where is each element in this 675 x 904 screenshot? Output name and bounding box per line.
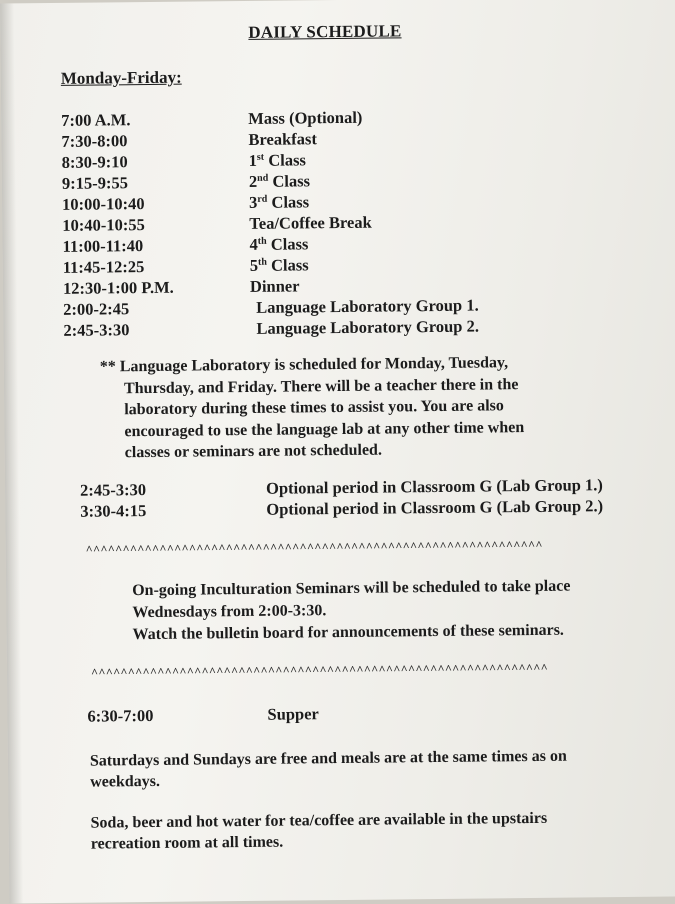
schedule-activity xyxy=(250,255,309,276)
schedule-time: 10:40-10:55 xyxy=(62,215,145,236)
optional-activity: Optional period in Classroom G (Lab Group 2.) xyxy=(266,496,603,520)
document-title: DAILY SCHEDULE xyxy=(248,21,401,43)
supper-time: 6:30-7:00 xyxy=(87,706,153,727)
optional-activity: Optional period in Classroom G (Lab Group 1.) xyxy=(266,475,603,499)
lab-note-line: ** Language Laboratory is scheduled for Monday, Tuesday, xyxy=(100,351,600,378)
class-word: Class xyxy=(267,234,309,253)
schedule-time: 12:30-1:00 P.M. xyxy=(63,278,174,299)
schedule-activity: Language Laboratory Group 1. xyxy=(256,296,479,318)
lab-note-line: encouraged to use the language lab at any other time when xyxy=(100,416,600,443)
schedule-time: 9:15-9:55 xyxy=(62,173,128,194)
amenities-note xyxy=(90,807,650,855)
schedule-activity: Language Laboratory Group 2. xyxy=(256,317,479,339)
schedule-activity xyxy=(249,234,308,255)
schedule-time: 11:45-12:25 xyxy=(63,257,145,278)
seminar-note-line: Wednesdays from 2:00-3:30. xyxy=(132,598,570,625)
optional-time: 3:30-4:15 xyxy=(80,501,146,522)
class-number: 2 xyxy=(249,172,257,191)
lab-note-line: classes or seminars are not scheduled. xyxy=(101,437,601,464)
section-heading: Monday-Friday: xyxy=(61,68,182,89)
class-number: 5 xyxy=(250,256,258,275)
ordinal-suffix: th xyxy=(258,257,267,268)
schedule-time: 7:30-8:00 xyxy=(61,131,127,152)
seminar-note-line: Watch the bulletin board for announcements of these seminars. xyxy=(133,620,571,647)
schedule-activity: Breakfast xyxy=(248,129,317,150)
caret-separator-bottom: ^^^^^^^^^^^^^^^^^^^^^^^^^^^^^^^^^^^^^^^^^^^^^^^^^^^^^^^^^^^^^^ xyxy=(91,661,548,681)
schedule-activity: Tea/Coffee Break xyxy=(249,213,372,234)
schedule-time: 2:45-3:30 xyxy=(63,320,129,341)
weekday-schedule xyxy=(61,111,63,342)
lab-note-line: Thursday, and Friday. There will be a teacher there in the xyxy=(100,373,600,400)
schedule-time: 7:00 A.M. xyxy=(61,110,130,131)
ordinal-suffix: nd xyxy=(257,173,268,184)
class-word: Class xyxy=(268,171,310,190)
caret-separator-top: ^^^^^^^^^^^^^^^^^^^^^^^^^^^^^^^^^^^^^^^^^^^^^^^^^^^^^^^^^^^^^^ xyxy=(86,538,543,558)
class-word: Class xyxy=(264,150,306,169)
amenities-note-line: recreation room at all times. xyxy=(91,828,651,855)
ordinal-suffix: th xyxy=(258,236,267,247)
lab-note xyxy=(100,351,601,464)
weekend-note-line: weekdays. xyxy=(90,766,650,793)
ordinal-suffix: rd xyxy=(257,194,267,205)
amenities-note-line: Soda, beer and hot water for tea/coffee are available in the upstairs xyxy=(90,807,650,834)
schedule-activity xyxy=(249,171,310,192)
supper-activity: Supper xyxy=(267,704,319,725)
schedule-activity: Mass (Optional) xyxy=(248,108,362,129)
lab-note-line: laboratory during these times to assist you. You are also xyxy=(100,394,600,421)
schedule-activity xyxy=(249,192,309,213)
weekend-note xyxy=(90,745,650,793)
class-word: Class xyxy=(267,192,309,211)
schedule-time: 11:00-11:40 xyxy=(62,236,143,257)
weekend-note-line: Saturdays and Sundays are free and meals are at the same times as on xyxy=(90,745,650,772)
schedule-activity: Dinner xyxy=(250,276,300,297)
ordinal-suffix: st xyxy=(257,152,264,163)
schedule-activity xyxy=(249,150,306,171)
seminar-note-line: On-going Inculturation Seminars will be scheduled to take place xyxy=(132,576,570,603)
schedule-time: 2:00-2:45 xyxy=(63,299,129,320)
schedule-time: 10:00-10:40 xyxy=(62,194,145,215)
class-number: 1 xyxy=(249,151,257,170)
optional-time: 2:45-3:30 xyxy=(80,480,146,501)
class-number: 4 xyxy=(249,235,257,254)
schedule-time: 8:30-9:10 xyxy=(62,152,128,173)
seminar-note xyxy=(132,576,571,647)
page-edge-shadow xyxy=(0,3,23,903)
class-number: 3 xyxy=(249,193,257,212)
class-word: Class xyxy=(267,255,309,274)
